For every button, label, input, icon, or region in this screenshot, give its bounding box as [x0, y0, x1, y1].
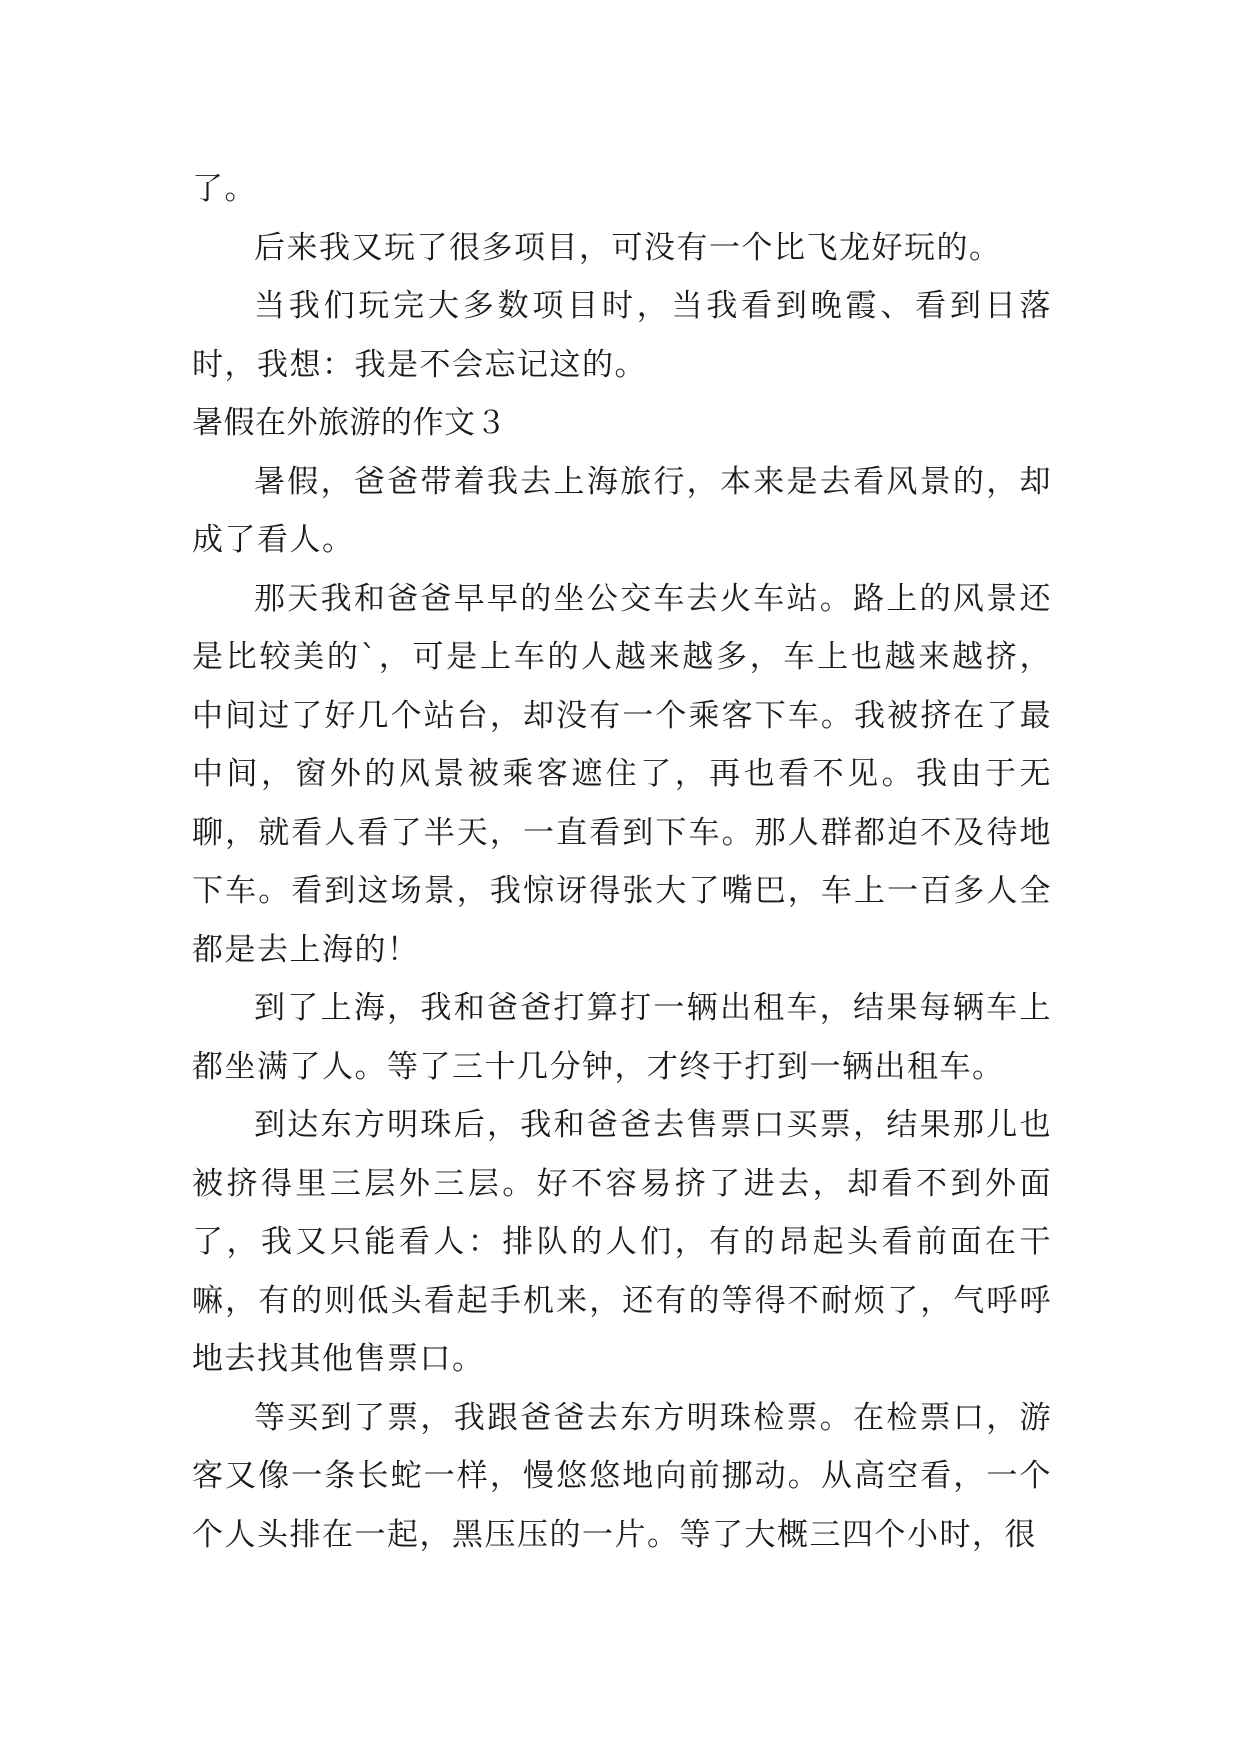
- paragraph: 到达东方明珠后，我和爸爸去售票口买票，结果那儿也被挤得里三层外三层。好不容易挤了进去，却看不到外面了，我又只能看人：排队的人们，有的昂起头看前面在干嘛，有的则低头看起手机来，还有的等得不耐烦了，气呼呼地去找其他售票口。: [192, 1107, 1052, 1377]
- paragraph: 暑假，爸爸带着我去上海旅行，本来是去看风景的，却成了看人。: [192, 463, 1052, 558]
- section-title: 暑假在外旅游的作文３: [192, 405, 507, 441]
- paragraph: 到了上海，我和爸爸打算打一辆出租车，结果每辆车上都坐满了人。等了三十几分钟，才终于打到一辆出租车。: [192, 990, 1052, 1085]
- paragraph: 当我们玩完大多数项目时，当我看到晚霞、看到日落时，我想：我是不会忘记这的。: [192, 288, 1052, 383]
- paragraph: 那天我和爸爸早早的坐公交车去火车站。路上的风景还是比较美的`，可是上车的人越来越多，车上也越来越挤，中间过了好几个站台，却没有一个乘客下车。我被挤在了最中间，窗外的风景被乘客遮住了，再也看不见。我由于无聊，就看人看了半天，一直看到下车。那人群都迫不及待地下车。看到这场景，我惊讶得张大了嘴巴，车上一百多人全都是去上海的！: [192, 580, 1052, 968]
- paragraph: 等买到了票，我跟爸爸去东方明珠检票。在检票口，游客又像一条长蛇一样，慢悠悠地向前挪动。从高空看，一个个人头排在一起，黑压压的一片。等了大概三四个小时，很: [192, 1399, 1052, 1553]
- continuation-text: 了。: [192, 171, 257, 207]
- essay-body: [192, 160, 1052, 1564]
- paragraph: 后来我又玩了很多项目，可没有一个比飞龙好玩的。: [254, 229, 1002, 266]
